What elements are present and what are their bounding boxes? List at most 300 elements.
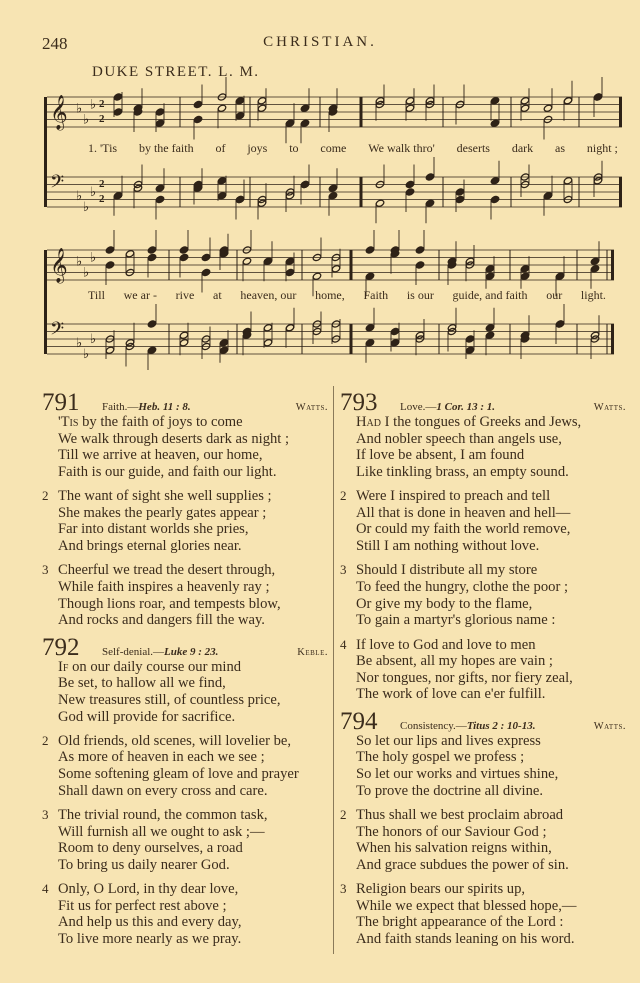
note-head [563,97,573,105]
verse-text: Till we arrive at heaven, our home, [58,447,263,464]
note-head [263,324,273,332]
note-head [365,246,375,254]
scripture-reference: Heb. 11 : 8. [138,401,191,413]
stanza-lines [58,733,299,799]
stanza-number [340,414,356,480]
verse-line [356,447,581,464]
verse-text: So let our works and virtues shine, [356,766,559,783]
verse-text: As more of heaven in each we see ; [58,749,265,766]
verse-line [58,579,281,596]
note-head [425,173,435,181]
note-head [263,339,273,347]
note-head [179,339,189,347]
lyric-syllable: home, [315,288,345,302]
flat-icon: ♭ [90,97,97,113]
verse-text: Will furnish all we ought to ask ;— [58,823,265,840]
hymn-number: 794 [340,707,378,735]
lyric-syllable: Till [88,288,105,302]
right-column [340,389,626,956]
topic-label: Faith.— [102,401,139,413]
note-head [390,339,400,347]
note-head [300,104,310,112]
verse-text: While faith inspires a heavenly ray ; [58,578,270,595]
final-barline [619,97,622,127]
note-head [179,253,189,261]
note-head [365,339,375,347]
flat-icon: ♭ [76,101,83,117]
verse-text: And faith stands leaning on his word. [356,931,575,948]
verse-line [356,431,581,448]
verse-text: Like tinkling brass, an empty sound. [356,463,569,480]
flat-icon: ♭ [83,112,90,128]
column-divider [333,386,334,954]
stanza [42,562,328,628]
stanza-lines [356,807,569,873]
note-head [485,272,495,280]
stanza-lines [58,659,281,725]
topic-label: Consistency.— [400,719,467,732]
verse-text: The holy gospel we profess ; [356,749,525,766]
verse-line [58,488,272,505]
note-head [242,257,252,265]
lyric-syllable: joys [247,141,268,155]
verse-line [58,431,289,448]
note-head [555,320,565,328]
tune-title: DUKE STREET. L. M. [92,64,260,80]
hymn-number: 791 [42,389,80,416]
verse-line [58,414,289,431]
note-head [555,272,565,280]
time-signature: 2 [99,177,105,190]
lyric-syllable: guide, and faith [452,288,528,302]
stanza-number: 3 [42,562,49,578]
hymn-author: Keble. [297,646,328,658]
verse-line [356,914,576,931]
verse-line [356,637,573,654]
verse-text: on our daily course our mind [68,658,242,675]
verse-line [58,562,281,579]
verse-text: Shall dawn on every cross and care. [58,782,268,799]
verse-line [356,824,569,841]
bass-clef-icon: 𝄢 [50,172,65,197]
note-head [147,346,157,354]
flat-icon: ♭ [76,188,83,204]
note-head [520,272,530,280]
note-head [217,177,227,185]
treble-clef-icon: 𝄞 [50,95,68,130]
note-head [285,257,295,265]
note-head [590,257,600,265]
verse-line [356,596,568,613]
verse-line [356,807,569,824]
stanza-number: 3 [42,807,49,823]
lyric-syllable: as [555,141,565,155]
lyric-syllable: our [546,288,563,302]
verse-line [58,783,299,800]
lyric-syllable: night ; [586,141,618,155]
hymn-793 [340,389,626,703]
note-head [465,335,475,343]
verse-line [356,562,568,579]
lyric-syllable: deserts [456,141,490,155]
verse-line [356,733,558,750]
verse-line [356,488,570,505]
stanza-lines [356,414,581,480]
final-barline [611,324,614,354]
verse-line [356,579,568,596]
verse-text: Some softening gleam of love and prayer [58,766,299,783]
note-head [425,199,435,207]
verse-text: We walk through deserts dark as night ; [58,430,290,447]
scripture-reference: Titus 2 : 10-13. [466,719,536,732]
verse-text: And grace subdues the power of sin. [356,856,569,873]
scripture-reference: 1 Cor. 13 : 1. [436,401,496,413]
stanza [340,881,626,947]
flat-icon: ♭ [83,200,90,215]
verse-line [58,807,268,824]
note-head [179,246,189,254]
verse-line [58,612,281,629]
note-head [520,265,530,273]
section-title: CHRISTIAN. [263,34,377,50]
hymn-header [42,389,328,416]
note-head [543,192,553,200]
lyric-syllable: by the faith [138,141,194,155]
verse-text: The trivial round, the common task, [58,807,268,824]
verse-line [58,464,289,481]
stanza-number [42,659,58,725]
verse-line [356,686,573,703]
note-head [300,180,310,188]
topic-label: Love.— [400,401,437,413]
note-head [217,192,227,200]
note-head [219,346,229,354]
note-head [113,108,123,116]
lead-word: 'Tis [58,414,79,430]
stanza-number [340,733,356,799]
verse-line [58,824,268,841]
stanza-number: 2 [340,488,347,504]
verse-text: Cheerful we tread the desert through, [58,562,276,579]
note-head [155,195,165,203]
stanza-lines [58,562,281,628]
scripture-reference: Luke 9 : 23. [164,645,219,658]
treble-clef-icon: 𝄞 [50,248,68,283]
note-head [235,97,245,105]
stanza [42,488,328,554]
verse-text: And nobler speech than angels use, [356,430,562,447]
verse-text: And help us this and every day, [58,914,242,931]
bass-clef-icon: 𝄢 [50,319,65,344]
verse-line [356,414,581,431]
stanza [340,562,626,628]
stanza [340,637,626,703]
note-head [193,100,203,108]
hymn-792 [42,633,328,948]
flat-icon: ♭ [90,332,97,347]
verse-text: Be absent, all my hopes are vain ; [356,653,553,670]
hymn-791 [42,389,328,629]
verse-text: She makes the pearly gates appear ; [58,504,267,521]
note-head [105,346,115,354]
stanza [42,807,328,873]
verse-text: If love be absent, I am found [356,447,525,464]
note-head [285,324,295,332]
note-head [365,272,375,280]
flat-icon: ♭ [90,250,97,266]
stanza-number: 3 [340,881,347,897]
stanza-number: 2 [42,732,49,748]
lyric-syllable: come [320,141,347,155]
verse-text: Should I distribute all my store [356,562,538,579]
note-head [543,104,553,112]
verse-line [58,709,281,726]
stanza [340,733,626,799]
verse-text: Or give my body to the flame, [356,595,533,612]
verse-line [356,670,573,687]
note-head [300,119,310,127]
note-head [490,195,500,203]
note-head [485,331,495,339]
verse-line [58,733,299,750]
note-head [390,327,400,335]
stanza-number: 4 [340,636,347,652]
hymn-794 [340,707,626,948]
verse-line [356,931,576,948]
verse-text: Faith is our guide, and faith our light. [58,463,277,480]
note-head [563,177,573,185]
note-head [375,199,385,207]
music-score [0,0,640,370]
note-head [520,104,530,112]
hymn-number: 792 [42,633,80,661]
verse-text: And rocks and dangers fill the way. [58,612,265,629]
verse-line [58,659,281,676]
hymn-number: 793 [340,389,378,416]
verse-text: So let our lips and lives express [356,732,541,749]
verse-text: While we expect that blessed hope,— [356,897,577,914]
flat-icon: ♭ [90,185,97,200]
verse-text: Though lions roar, and tempests blow, [58,595,281,612]
note-head [405,180,415,188]
verse-text: The want of sight she well supplies ; [58,488,272,505]
stanza [340,414,626,480]
note-head [455,195,465,203]
note-head [257,104,267,112]
stanza [340,488,626,554]
note-head [365,324,375,332]
note-head [201,268,211,276]
verse-line [356,653,573,670]
time-signature: 2 [99,112,105,125]
note-head [155,184,165,192]
time-signature: 2 [99,97,105,110]
verse-line [356,505,570,522]
lyric-syllable: light. [580,288,606,302]
verse-line [58,898,241,915]
page-number: 248 [42,34,68,53]
note-head [405,188,415,196]
verse-line [58,857,268,874]
note-head [155,108,165,116]
final-barline [611,250,614,280]
verse-text: I the tongues of Greeks and Jews, [380,414,582,430]
verse-line [356,766,558,783]
stanza-number: 3 [340,562,347,578]
note-head [113,192,123,200]
note-head [490,97,500,105]
verse-text: Still I am nothing without love. [356,537,540,554]
note-head [455,188,465,196]
hymn-header [340,707,626,735]
verse-line [58,840,268,857]
verse-line [58,521,272,538]
verse-text: Room to deny ourselves, a road [58,840,243,857]
note-head [465,346,475,354]
verse-line [356,538,570,555]
note-head [235,195,245,203]
hymn-author: Watts. [593,720,626,732]
note-head [219,339,229,347]
note-head [312,272,322,280]
verse-line [356,612,568,629]
lyrics-system-1 [88,141,618,156]
stanza-lines [58,807,268,873]
verse-text: To bring us daily nearer God. [58,856,230,873]
flat-icon: ♭ [83,347,90,362]
final-barline [619,177,622,207]
stanza-lines [356,637,573,703]
note-head [520,97,530,105]
note-head [193,115,203,123]
stanza [42,733,328,799]
lyric-syllable: of [215,141,226,155]
double-barline [360,177,363,207]
verse-line [58,692,281,709]
verse-line [58,914,241,931]
verse-text: And brings eternal glories near. [58,537,242,554]
verse-line [356,464,581,481]
hymn-author: Watts. [295,402,328,413]
stanza-number [42,414,58,480]
verse-line [58,538,272,555]
verse-text: All that is done in heaven and hell— [356,504,571,521]
note-head [263,257,273,265]
note-head [590,265,600,273]
note-head [147,320,157,328]
verse-text: Fit us for perfect rest above ; [58,897,227,914]
double-barline [350,324,353,354]
verse-line [58,766,299,783]
lyric-syllable: at [213,288,222,302]
stanza [42,414,328,480]
verse-line [58,596,281,613]
stanza [42,881,328,947]
verse-text: If love to God and love to men [356,636,536,653]
verse-text: Or could my faith the world remove, [356,521,571,538]
flat-icon: ♭ [76,335,83,351]
flat-icon: ♭ [76,254,83,270]
note-head [125,250,135,258]
stanza [340,807,626,873]
note-head [485,324,495,332]
verse-text: Thus shall we best proclaim abroad [356,807,564,824]
verse-text: Be set, to hallow all we find, [58,675,226,692]
system-brace [44,97,47,207]
verse-text: To gain a martyr's glorious name : [356,612,556,629]
lyric-syllable: 1. 'Tis [88,141,118,155]
hymn-author: Watts. [593,402,626,413]
hymn-header [42,633,328,661]
verse-text: When his salvation reigns within, [356,840,552,857]
note-head [490,177,500,185]
note-head [331,265,341,273]
left-column [42,389,328,956]
verse-line [58,931,241,948]
note-head [415,246,425,254]
lyric-syllable: rive [175,288,195,302]
stanza-number: 4 [42,881,49,897]
verse-line [58,881,241,898]
lyric-syllable: heaven, our [240,288,297,302]
verse-text: Nor tongues, nor gifts, nor fiery zeal, [356,669,573,686]
note-head [257,97,267,105]
verse-line [58,675,281,692]
stanza-number: 2 [340,807,347,823]
note-head [217,104,227,112]
note-head [179,331,189,339]
lyrics-system-2 [88,288,606,303]
verse-line [356,840,569,857]
note-head [155,119,165,127]
note-head [147,253,157,261]
stanza-lines [58,414,289,480]
verse-line [356,783,558,800]
lead-word: Had [356,414,381,430]
stanza [42,659,328,725]
note-head [405,104,415,112]
note-head [235,112,245,120]
stanza-lines [356,733,558,799]
verse-text: Were I inspired to preach and tell [356,488,551,505]
hymn-header [340,389,626,416]
note-head [105,261,115,269]
verse-text: Far into distant worlds she pries, [58,521,249,538]
stanza-lines [356,562,568,628]
double-barline [350,250,353,280]
lyric-syllable: is our [406,288,434,302]
note-head [328,192,338,200]
verse-text: To feed the hungry, clothe the poor ; [356,578,569,595]
stanza-lines [356,881,576,947]
verse-line [356,749,558,766]
note-head [285,268,295,276]
stanza-number: 2 [42,488,49,504]
stanza-lines [356,488,570,554]
verse-text: by the faith of joys to come [78,414,243,430]
verse-text: To live more nearly as we pray. [58,931,242,948]
lyric-syllable: dark [511,141,534,155]
verse-line [58,749,299,766]
system-brace [44,250,47,354]
verse-text: Religion bears our spirits up, [356,881,526,898]
note-head [490,119,500,127]
note-head [415,261,425,269]
verse-text: The bright appearance of the Lord : [356,914,564,931]
note-head [113,93,123,101]
stanza-lines [58,881,241,947]
verse-text: To prove the doctrine all divine. [356,782,544,799]
